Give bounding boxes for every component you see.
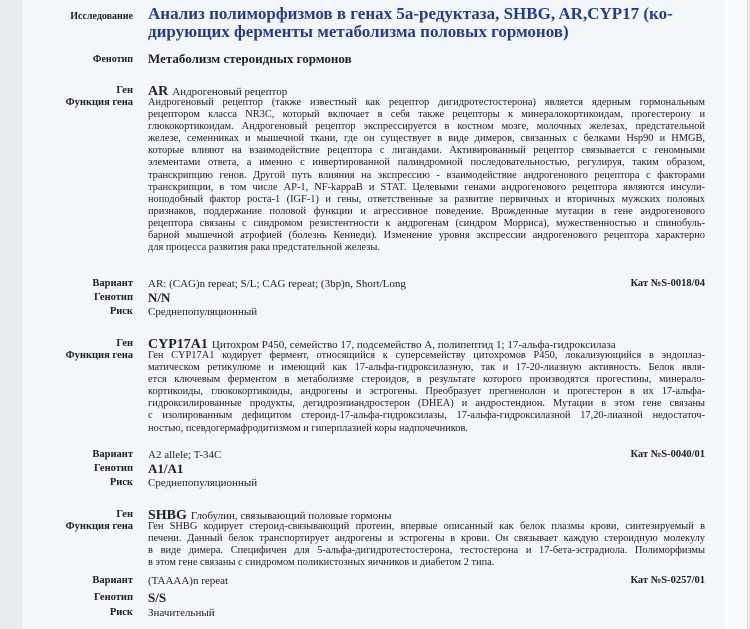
risk-label: Риск <box>109 477 133 488</box>
function-line: для процесса развития рака предстательной железы. <box>148 242 380 254</box>
function-line: барной мышечной атрофией (болезнь Кеннеди). Изменение уровня экспрессии андрогенового рецептора характерно <box>148 230 705 242</box>
genotype-label: Генотип <box>94 292 133 303</box>
function-line: в этом гене связаны с синдромом поликистозных яичников и диабетом 2 типа. <box>148 557 495 569</box>
function-line: в виде димера. Специфичен для 5-альфа-дигидротестостерона, тестостерона и 17-бета-эстрадиола. Полиморфизмы <box>148 545 705 557</box>
variant-value: (TAAAA)n repeat <box>148 575 229 587</box>
variant-label: Вариант <box>92 278 133 289</box>
gene-label: Ген <box>116 338 133 349</box>
risk-value: Среднепопуляционный <box>148 306 258 318</box>
report-page <box>22 0 725 629</box>
gene-label: Ген <box>116 85 133 96</box>
gene-label: Ген <box>116 509 133 520</box>
function-line: печени. Данный белок транспортирует андрогены и эстрогены в крови. Он связывает каждую стероидную молекулу <box>148 533 705 545</box>
page-edge <box>725 0 748 629</box>
title-line: Анализ полиморфизмов в генах 5а-редуктаза, SHBG, AR,CYP17 (ко- <box>148 4 673 23</box>
function-line: Ген SHBG кодирует стероид-связывающий протеин, впервые описанный как белок плазмы крови, синтезируемый в <box>148 521 705 532</box>
function-line: признаков, поддержание половой функции и агрессивное поведение. Врожденные мутации в гене андрогенового <box>148 205 705 217</box>
function-line: элементами ответа, а именно с инвертированной палиндромной последовательностью, регулируя, таким образом, <box>148 157 705 169</box>
genotype-label: Генотип <box>94 592 133 603</box>
function-line: Андрогеновый рецептор (также известный как рецептор дигидротестостерона) является ядерным гормональным <box>148 97 705 108</box>
risk-value: Значительный <box>148 607 215 619</box>
function-line: ноподобный фактор роста-1 (IGF-1) и гены, ответственные за развитие первичных и вторичных мужских половых <box>148 193 705 205</box>
gene-name: Андрогеновый рецептор <box>172 86 288 98</box>
catalog-number: Кат №S-0018/04 <box>630 278 705 289</box>
genotype-value: S/S <box>148 590 167 605</box>
function-line: кортикоиды, глюкокортикоиды, андрогены и эстрогены. Преобразует прегненолон и прогестерон в их 17-альфа- <box>148 386 705 398</box>
genotype-value: N/N <box>148 290 171 305</box>
function-text <box>148 350 705 435</box>
risk-value: Среднепопуляционный <box>148 477 258 489</box>
variant-value: AR: (CAG)n repeat; S/L; CAG repeat; (3bp)n, Short/Long <box>148 278 406 290</box>
function-line: ностью, псевдогермафродитизмом и гиперплазией коры надпочечников. <box>148 422 468 434</box>
function-line: которые влияют на взаимодействие рецептора с лигандами. Активированный рецептор связывается с геномными <box>148 145 705 157</box>
title-line: дирующих ферменты метаболизма половых гормонов) <box>148 22 569 41</box>
function-line: гидроксилированные продукты, дегидроэпиандростерон (DHEA) и андростендион. Мутации в этом гене связаны <box>148 398 705 410</box>
function-line: транскрипции, в том числе AP-1, NF-kappaB и STAT. Целевыми генами андрогенового рецептора являются инсули- <box>148 181 705 193</box>
catalog-number: Кат №S-0040/01 <box>630 449 705 460</box>
function-line: ется ключевым ферментом в метаболизме стероидов, в результате которого производятся прогестины, минерало- <box>148 374 705 386</box>
genotype-label: Генотип <box>94 463 133 474</box>
function-line: Ген CYP17A1 кодирует фермент, относящийся к суперсемейству цитохромов Р450, локализующийся в эндоплаз- <box>148 350 705 361</box>
study-label: Исследование <box>70 11 133 22</box>
function-text <box>148 97 705 254</box>
variant-value: A2 allele; T-34C <box>148 449 222 461</box>
variant-label: Вариант <box>92 575 133 586</box>
function-line: с изолированным дефицитом стероид-17-альфа-гидроксилазы, 17-альфа-гидроксилазной 17,20-лиазной недостаточ- <box>148 410 705 422</box>
study-title <box>148 5 705 41</box>
risk-label: Риск <box>109 306 133 317</box>
function-line: транскрипцию генов. Другой путь влияния на экспрессию - взаимодействие андрогенового рецептора с факторами <box>148 169 705 181</box>
genotype-value: A1/A1 <box>148 461 184 476</box>
catalog-number: Кат №S-0257/01 <box>630 575 705 586</box>
function-text <box>148 521 705 569</box>
variant-label: Вариант <box>92 449 133 460</box>
gene-symbol: SHBG <box>148 508 187 523</box>
function-line: рецептора связаны с синдромом резистентности к андрогенам (синдром Морриса), мужественностью и спинобуль- <box>148 217 705 229</box>
phenotype-label: Фенотип <box>92 54 133 65</box>
function-label: Функция гена <box>65 521 133 532</box>
gene-name: Цитохром Р450, семейство 17, подсемейство А, полипептид 1; 17-альфа-гидроксилаза <box>211 339 616 351</box>
risk-label: Риск <box>109 607 133 618</box>
gene-symbol: AR <box>148 84 169 99</box>
function-line: матическом ретикулюме и имеющий как 17-альфа-гидроксилазную, так и 17-20-лиазную активность. Белок явля- <box>148 362 705 374</box>
function-line: глюкокортикоидам. Андрогеновый рецептор экспрессируется в костном мозге, молочных железах, предстательной <box>148 121 705 133</box>
gene-symbol: CYP17A1 <box>148 337 208 352</box>
phenotype-value: Метаболизм стероидных гормонов <box>148 51 352 66</box>
function-line: железе, семенниках и мышечной ткани, где он существует в виде димеров, связанных с белками Hsp90 и HMGB, <box>148 133 705 145</box>
function-label: Функция гена <box>65 97 133 108</box>
function-line: рецептором класса NR3C, который включает в себя также рецепторы к минералокортикоидам, прогестерону и <box>148 109 705 121</box>
function-label: Функция гена <box>65 350 133 361</box>
gene-name: Глобулин, связывающий половые гормоны <box>190 510 392 522</box>
